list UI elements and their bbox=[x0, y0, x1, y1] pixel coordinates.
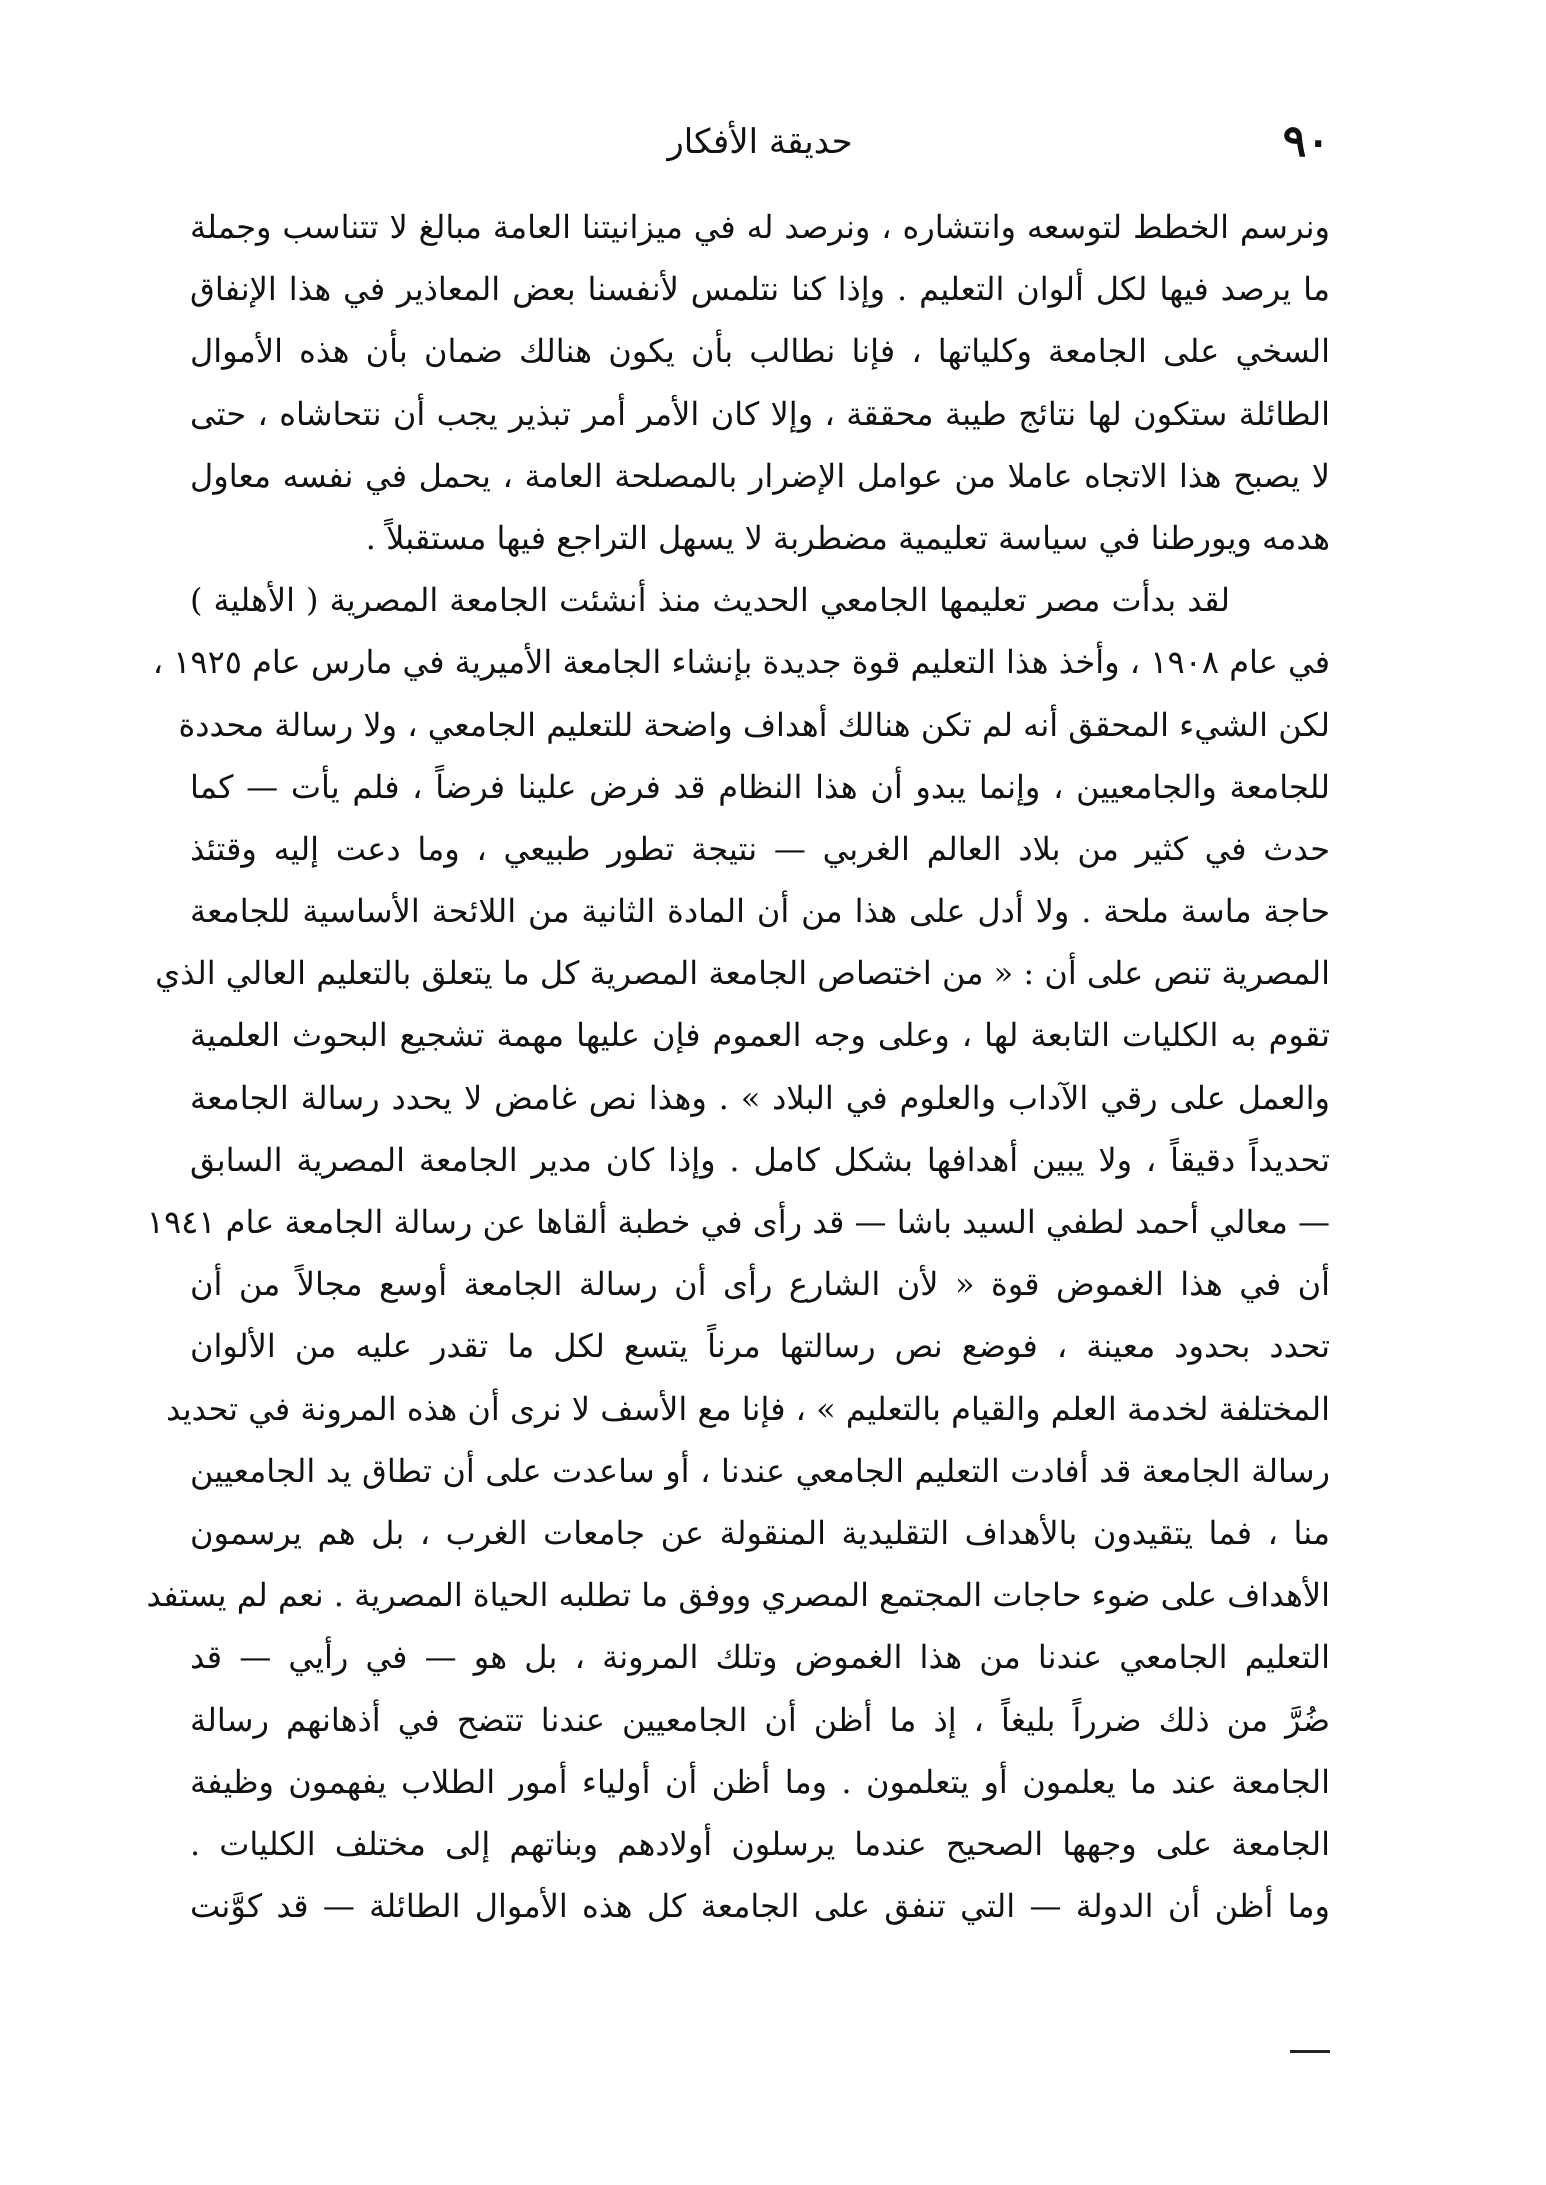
page-header bbox=[190, 112, 1330, 182]
text-line-5: لا يصبح هذا الاتجاه عاملا من عوامل الإضرار بالمصلحة العامة ، يحمل في نفسه معاول bbox=[190, 456, 1330, 495]
text-line-11: حدث في كثير من بلاد العالم الغربي — نتيجة تطور طبيعي ، وما دعت إليه وقتئذ bbox=[190, 829, 1330, 868]
text-line-18: أن في هذا الغموض قوة « لأن الشارع رأى أن رسالة الجامعة أوسع مجالاً من أن bbox=[190, 1265, 1331, 1304]
text-line-7: لقد بدأت مصر تعليمها الجامعي الحديث منذ أنشئت الجامعة المصرية ( الأهلية ) bbox=[190, 581, 1230, 620]
page-number: ٩٠ bbox=[1282, 116, 1330, 167]
text-line-22: منا ، فما يتقيدون بالأهداف التقليدية المنقولة عن جامعات الغرب ، بل هم يرسمون bbox=[190, 1513, 1331, 1552]
body-text bbox=[146, 196, 1331, 1937]
continuation-mark bbox=[1290, 2050, 1330, 2059]
text-line-14: تقوم به الكليات التابعة لها ، وعلى وجه العموم فإن عليها مهمة تشجيع البحوث العلمية bbox=[190, 1016, 1331, 1055]
text-line-15: والعمل على رقي الآداب والعلوم في البلاد » . وهذا نص غامض لا يحدد رسالة الجامعة bbox=[190, 1078, 1330, 1117]
text-line-3: السخي على الجامعة وكلياتها ، فإنا نطالب بأن يكون هنالك ضمان بأن هذه الأموال bbox=[190, 332, 1330, 371]
text-line-2: ما يرصد فيها لكل ألوان التعليم . وإذا كنا نتلمس لأنفسنا بعض المعاذير في هذا الإنفاق bbox=[190, 270, 1331, 309]
running-title: حديقة الأفكار bbox=[667, 122, 853, 162]
text-line-10: للجامعة والجامعيين ، وإنما يبدو أن هذا النظام قد فرض علينا فرضاً ، فلم يأت — كما bbox=[190, 767, 1330, 806]
text-line-21: رسالة الجامعة قد أفادت التعليم الجامعي عندنا ، أو ساعدت على أن تطاق يد الجامعيين bbox=[190, 1451, 1331, 1490]
text-line-24: التعليم الجامعي عندنا من هذا الغموض وتلك المرونة ، بل هو — في رأيي — قد bbox=[190, 1638, 1330, 1677]
text-line-26: الجامعة عند ما يعلمون أو يتعلمون . وما أظن أن أولياء أمور الطلاب يفهمون وظيفة bbox=[190, 1762, 1330, 1801]
text-line-9: لكن الشيء المحقق أنه لم تكن هنالك أهداف واضحة للتعليم الجامعي ، ولا رسالة محددة bbox=[178, 705, 1330, 744]
text-line-13: المصرية تنص على أن : « من اختصاص الجامعة المصرية كل ما يتعلق بالتعليم العالي الذي bbox=[155, 954, 1330, 993]
text-line-27: الجامعة على وجهها الصحيح عندما يرسلون أولادهم وبناتهم إلى مختلف الكليات . bbox=[190, 1824, 1330, 1863]
text-line-25: ضُرَّ من ذلك ضرراً بليغاً ، إذ ما أظن أن الجامعيين عندنا تتضح في أذهانهم رسالة bbox=[190, 1700, 1331, 1739]
text-line-1: ونرسم الخطط لتوسعه وانتشاره ، ونرصد له في ميزانيتنا العامة مبالغ لا تتناسب وجملة bbox=[190, 208, 1331, 246]
text-line-19: تحدد بحدود معينة ، فوضع نص رسالتها مرناً يتسع لكل ما تقدر عليه من الألوان bbox=[190, 1327, 1331, 1366]
text-line-28: وما أظن أن الدولة — التي تنفق على الجامعة كل هذه الأموال الطائلة — قد كوَّنت bbox=[190, 1887, 1330, 1926]
text-line-8: في عام ١٩٠٨ ، وأخذ هذا التعليم قوة جديدة بإنشاء الجامعة الأميرية في مارس عام ١٩٢٥ ، bbox=[152, 643, 1330, 682]
text-line-4: الطائلة ستكون لها نتائج طيبة محققة ، وإلا كان الأمر أمر تبذير يجب أن نتحاشاه ، حتى bbox=[190, 394, 1330, 433]
text-line-6: هدمه ويورطنا في سياسة تعليمية مضطربة لا يسهل التراجع فيها مستقبلاً . bbox=[365, 518, 1330, 557]
text-line-16: تحديداً دقيقاً ، ولا يبين أهدافها بشكل كامل . وإذا كان مدير الجامعة المصرية السابق bbox=[190, 1140, 1330, 1179]
text-line-20: المختلفة لخدمة العلم والقيام بالتعليم » ، فإنا مع الأسف لا نرى أن هذه المرونة في تحديد bbox=[165, 1389, 1330, 1428]
text-line-12: حاجة ماسة ملحة . ولا أدل على هذا من أن المادة الثانية من اللائحة الأساسية للجامعة bbox=[190, 892, 1330, 931]
text-line-17: — معالي أحمد لطفي السيد باشا — قد رأى في خطبة ألقاها عن رسالة الجامعة عام ١٩٤١ bbox=[146, 1203, 1330, 1241]
text-line-23: الأهداف على ضوء حاجات المجتمع المصري ووفق ما تطلبه الحياة المصرية . نعم لم يستفد bbox=[146, 1576, 1330, 1615]
